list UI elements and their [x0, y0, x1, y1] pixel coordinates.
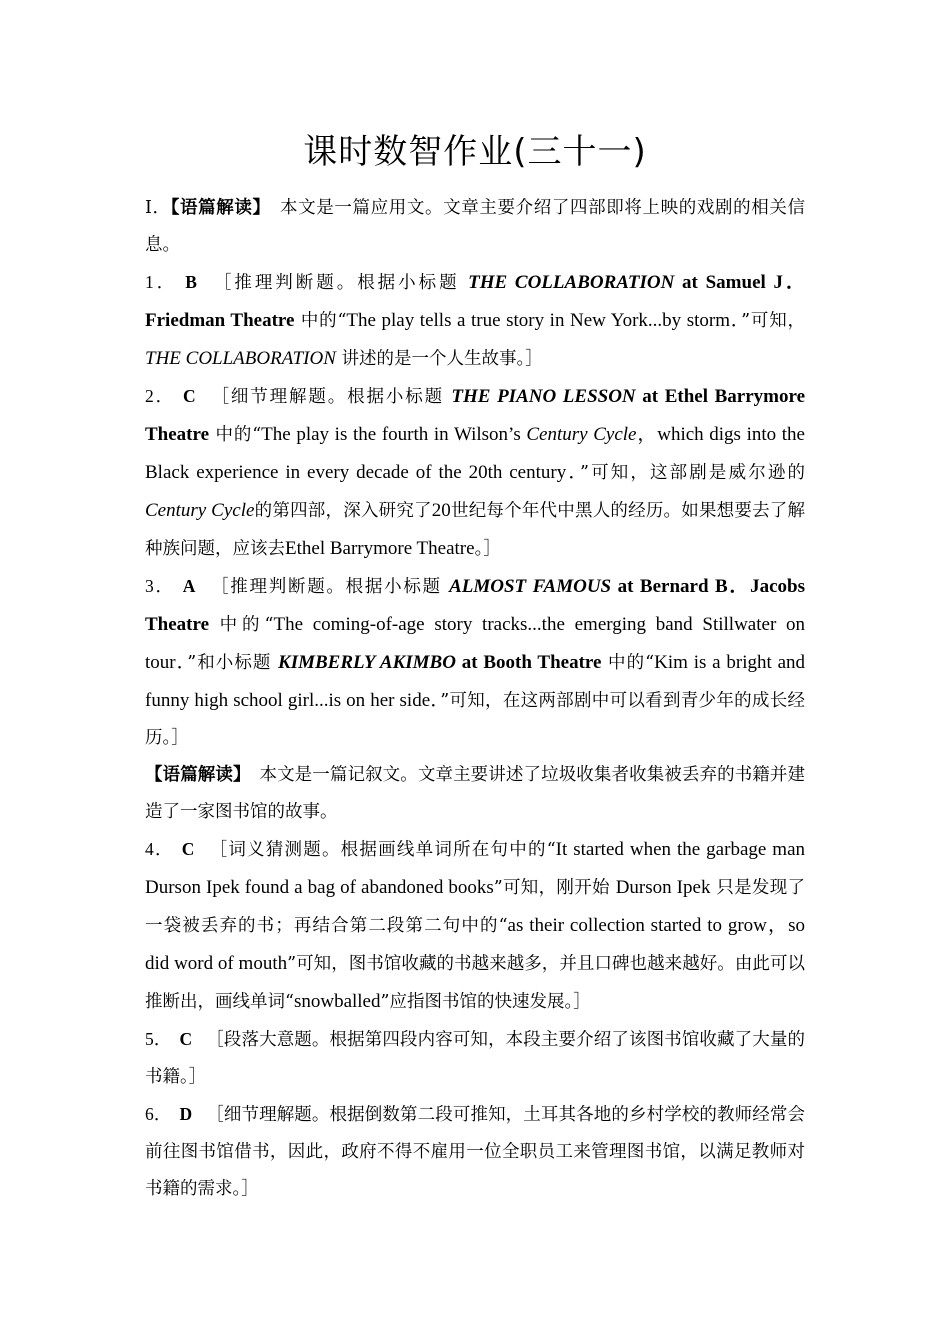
q4-quote-2: as their collection started to grow，so did word of mouth: [145, 915, 805, 974]
q4-text: ”可知，图书馆收藏的书越来越多，并且口碑也越来越好。由此可以推断出，画线单词“: [145, 954, 805, 1012]
answer-item-3: [145, 568, 805, 757]
section2-intro: [145, 757, 805, 831]
answer-item-2: [145, 378, 805, 568]
q3-venue-2: at Booth Theatre: [455, 652, 602, 673]
section2-text: 本文是一篇记叙文。文章主要讲述了垃圾收集者收集被丢弃的书籍并建造了一家图书馆的故事。: [145, 765, 806, 822]
q1-text: 讲述的是一个人生故事。］: [335, 349, 543, 369]
q2-text: ［细节理解题。根据小标题: [209, 387, 452, 407]
answer-content: [145, 190, 805, 1208]
q4-text: ［词义猜测题。根据画线单词所在句中的“: [208, 840, 556, 860]
section1-roman: Ⅰ．: [145, 198, 171, 218]
q2-italic: Century Cycle: [145, 500, 255, 521]
q5-number: 5．: [145, 1029, 172, 1049]
q3-text: 中的“: [209, 615, 274, 635]
q2-play-title: THE PIANO LESSON: [451, 386, 636, 407]
q3-play-title: ALMOST FAMOUS: [449, 576, 612, 597]
q2-quote: The play is the fourth in Wilson’s: [261, 424, 527, 445]
q3-venue: at Bernard B．Jacobs Theatre: [145, 576, 806, 635]
q4-text: 只是发现了一袋被丢弃的书；再结合第二段第二句中的“: [145, 878, 806, 936]
q1-answer: B: [185, 272, 197, 292]
answer-item-5: [145, 1021, 805, 1096]
section1-label: 【语篇解读】: [170, 198, 262, 218]
answer-item-4: [145, 831, 805, 1021]
q3-quote-2: Kim is a bright and funny high school girl...is on her side．: [145, 652, 806, 711]
q2-venue: at Ethel Barrymore Theatre: [145, 386, 806, 445]
q2-number: 2．: [145, 386, 175, 406]
answer-item-6: [145, 1096, 805, 1208]
q2-text: 的第四部，深入研究了: [254, 501, 432, 521]
q4-text: ”可知，刚开始: [493, 878, 616, 898]
q2-answer: C: [183, 386, 196, 406]
q4-name: Durson Ipek: [615, 877, 711, 898]
q6-answer: D: [179, 1104, 193, 1124]
q1-text: ［推理判断题。根据小标题: [210, 273, 469, 293]
q4-number: 4．: [145, 839, 174, 859]
q2-quote: ，which digs into the Black experience in every decade of the 20th century．: [145, 424, 805, 483]
q2-text: 中的“: [209, 425, 262, 445]
section1-intro: [145, 190, 805, 264]
q3-text: ”和小标题: [187, 653, 279, 673]
q1-text: 中的“: [294, 311, 347, 331]
answer-item-1: [145, 264, 805, 378]
q1-play-title: THE COLLABORATION: [468, 272, 675, 293]
q2-quote-italic: Century Cycle: [526, 424, 637, 445]
q4-quote: It started when the garbage man Durson Ipek found a bag of abandoned books: [145, 839, 806, 898]
q2-text: ”可知，这部剧是威尔逊的: [580, 463, 805, 483]
q6-number: 6．: [145, 1104, 172, 1124]
q1-quote: The play tells a true story in New York...by storm．: [346, 310, 742, 331]
q4-text: ”应指图书馆的快速发展。］: [380, 992, 591, 1012]
q2-number-20: 20: [431, 500, 451, 521]
q1-play-title-italic: THE COLLABORATION: [145, 348, 336, 369]
q3-text: ”可知，在这两部剧中可以看到青少年的成长经历。］: [145, 691, 805, 748]
q6-text: ［细节理解题。根据倒数第二段可推知，土耳其各地的乡村学校的教师经常会前往图书馆借书，因此，政府不得不雇用一位全职员工来管理图书馆，以满足教师对书籍的需求。］: [145, 1105, 806, 1199]
q1-venue: at Samuel J．Friedman Theatre: [145, 272, 805, 331]
page-title: 课时数智作业(三十一): [303, 132, 647, 172]
section2-label: 【语篇解读】: [145, 765, 242, 785]
q4-answer: C: [181, 839, 195, 859]
q2-text: 世纪每个年代中黑人的经历。如果想要去了解种族问题，应该去: [145, 501, 806, 559]
q3-number: 3．: [145, 576, 175, 596]
q2-text: 。］: [474, 539, 501, 559]
q2-venue-name: Ethel Barrymore Theatre: [285, 538, 475, 559]
q4-word: snowballed: [293, 991, 381, 1012]
q3-text: 中的“: [601, 653, 655, 673]
q5-answer: C: [179, 1029, 193, 1049]
section1-text: 本文是一篇应用文。文章主要介绍了四部即将上映的戏剧的相关信息。: [145, 198, 806, 255]
q3-text: ［推理判断题。根据小标题: [209, 577, 450, 597]
q1-number: 1．: [145, 272, 178, 292]
q3-quote: The coming-of-age story tracks...the emerging band Stillwater on tour．: [145, 614, 806, 673]
q5-text: ［段落大意题。根据第四段内容可知，本段主要介绍了该图书馆收藏了大量的书籍。］: [145, 1030, 806, 1087]
q1-text: ”可知，: [741, 311, 806, 331]
q3-play-title-2: KIMBERLY AKIMBO: [278, 652, 456, 673]
q3-answer: A: [182, 576, 196, 596]
